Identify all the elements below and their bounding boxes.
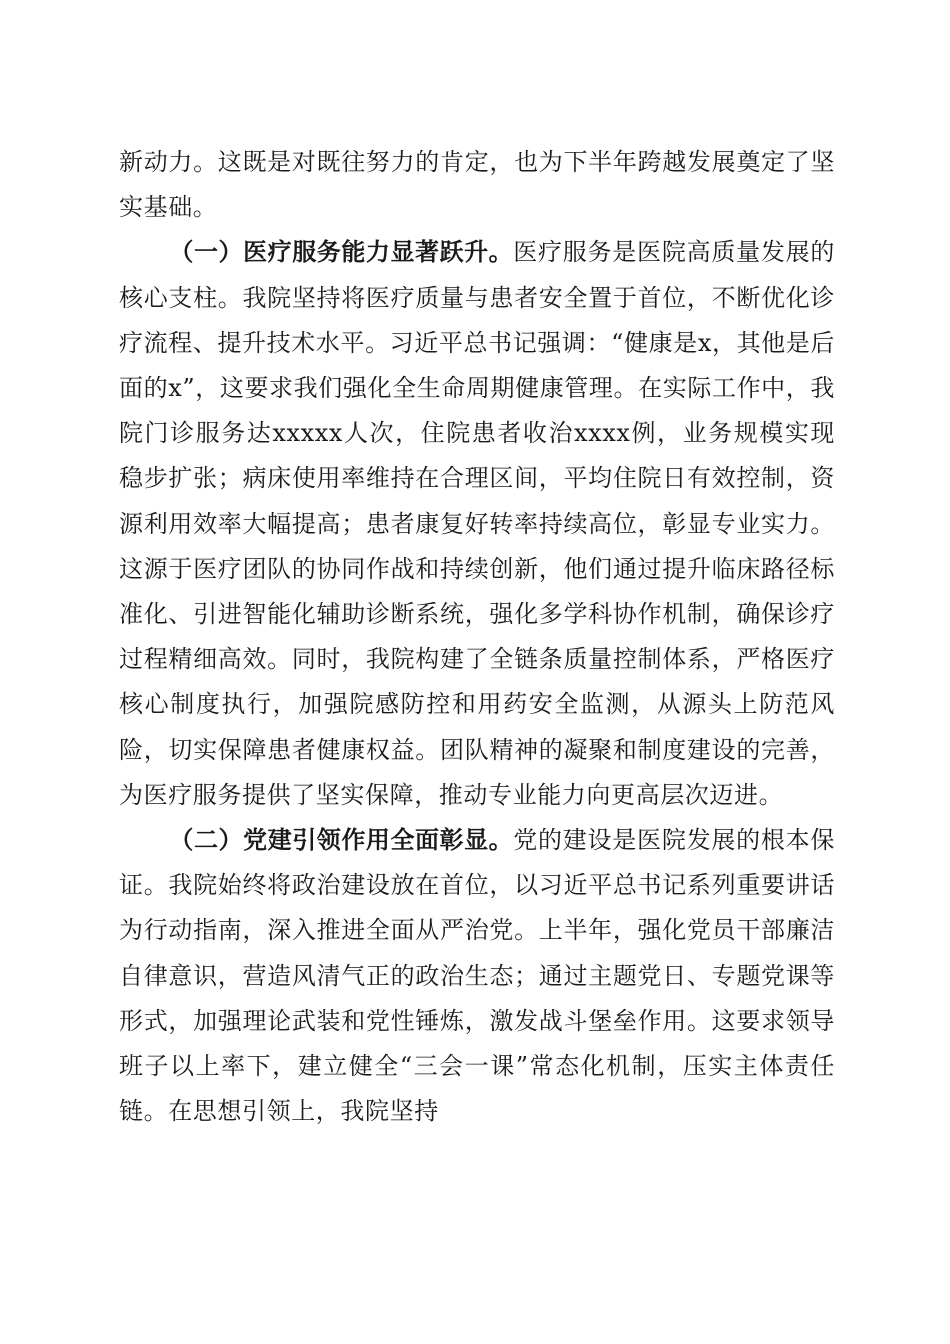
paragraph-party-building xyxy=(119,818,835,1134)
paragraph-text: 医疗服务是医院高质量发展的核心支柱。我院坚持将医疗质量与患者安全置于首位，不断优化诊疗流程、提升技术水平。习近平总书记强调：“健康是x，其他是后面的x”，这要求我们强化全生命周期健康管理。在实际工作中，我院门诊服务达xxxxx人次，住院患者收治xxxx例，业务规模实现稳步扩张；病床使用率维持在合理区间，平均住院日有效控制，资源利用效率大幅提高；患者康复好转率持续高位，彰显专业实力。这源于医疗团队的协同作战和持续创新，他们通过提升临床路径标准化、引进智能化辅助诊断系统，强化多学科协作机制，确保诊疗过程精细高效。同时，我院构建了全链条质量控制体系，严格医疗核心制度执行，加强院感防控和用药安全监测，从源头上防范风险，切实保障患者健康权益。团队精神的凝聚和制度建设的完善，为医疗服务提供了坚实保障，推动专业能力向更高层次迈进。 xyxy=(119,238,835,809)
section-heading-medical: （一）医疗服务能力显著跃升。 xyxy=(169,238,514,267)
paragraph-intro-continuation xyxy=(119,140,835,230)
document-body xyxy=(119,140,835,1134)
paragraph-text: 党的建设是医院发展的根本保证。我院始终将政治建设放在首位，以习近平总书记系列重要讲话为行动指南，深入推进全面从严治党。上半年，强化党员干部廉洁自律意识，营造风清气正的政治生态；通过主题党日、专题党课等形式，加强理论武装和党性锤炼，激发战斗堡垒作用。这要求领导班子以上率下，建立健全“三会一课”常态化机制，压实主体责任链。在思想引领上，我院坚持 xyxy=(119,826,835,1126)
section-heading-party: （二）党建引领作用全面彰显。 xyxy=(169,826,514,855)
paragraph-text: 新动力。这既是对既往努力的肯定，也为下半年跨越发展奠定了坚实基础。 xyxy=(119,148,835,222)
paragraph-medical-services xyxy=(119,230,835,818)
